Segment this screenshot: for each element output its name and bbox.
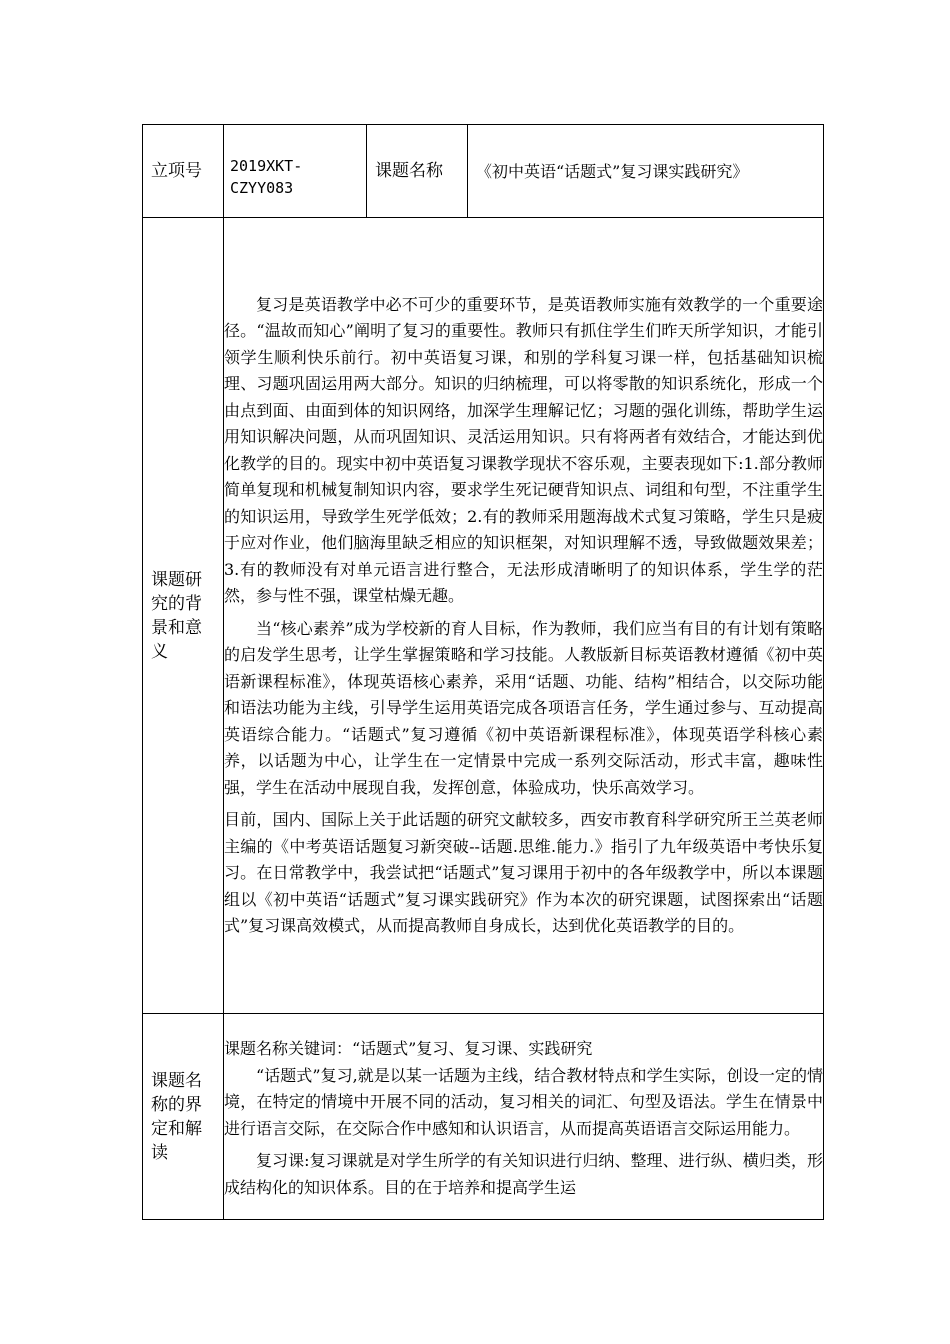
background-label-cell (143, 218, 224, 1014)
definition-label: 课题名称的界定和解读 (151, 1070, 202, 1163)
topic-name-value: 《初中英语“话题式”复习课实践研究》 (476, 161, 749, 181)
definition-label-cell (143, 1014, 224, 1220)
definition-paragraph-2: 复习课:复习课就是对学生所学的有关知识进行归纳、整理、进行纵、横归类，形成结构化的知识体系。目的在于培养和提高学生运 (224, 1151, 823, 1197)
definition-content-cell (224, 1014, 824, 1220)
background-content-cell (224, 218, 824, 1014)
definition-row (143, 1014, 824, 1220)
definition-paragraph-1: “话题式”复习,就是以某一话题为主线，结合教材特点和学生实际，创设一定的情境，在特定的情境中开展不同的活动，复习相关的词汇、句型及语法。学生在情景中进行语言交际，在交际合作中感知和认识语言，从而提高英语语言交际运用能力。 (224, 1065, 823, 1138)
background-paragraph-2: 当“核心素养”成为学校新的育人目标，作为教师，我们应当有目的有计划有策略的启发学生思考，让学生掌握策略和学习技能。人教版新目标英语教材遵循《初中英语新课程标准》，体现英语核心素养，采用“话题、功能、结构”相结合，以交际功能和语法功能为主线，引导学生运用英语完成各项语言任务，学生通过参与、互动提高英语综合能力。“话题式”复习遵循《初中英语新课程标准》，体现英语学科核心素养，以话题为中心，让学生在一定情景中完成一系列交际活动，形式丰富，趣味性强，学生在活动中展现自我，发挥创意，体验成功，快乐高效学习。 (224, 618, 823, 797)
topic-name-label: 课题名称 (375, 161, 443, 181)
project-no-value-cell (224, 125, 367, 218)
topic-name-value-cell (468, 125, 824, 218)
background-row (143, 218, 824, 1014)
header-row (143, 125, 824, 218)
project-no-value: 2019XKT-CZYY083 (230, 157, 303, 197)
background-paragraph-3: 目前，国内、国际上关于此话题的研究文献较多，西安市教育科学研究所王兰英老师主编的《中考英语话题复习新突破--话题.思维.能力.》指引了九年级英语中考快乐复习。在日常教学中，我尝试把“话题式”复习课用于初中的各年级教学中，所以本课题组以《初中英语“话题式”复习课实践研究》作为本次的研究课题，试图探索出“话题式”复习课高效模式，从而提高教师自身成长，达到优化英语教学的目的。 (224, 810, 823, 935)
topic-name-label-cell (367, 125, 468, 218)
project-form-table (142, 124, 824, 1220)
project-no-label-cell (143, 125, 224, 218)
definition-keywords: 课题名称关键词：“话题式”复习、复习课、实践研究 (224, 1039, 593, 1058)
project-no-label: 立项号 (151, 161, 202, 181)
background-label: 课题研究的背景和意义 (151, 569, 202, 662)
background-paragraph-1: 复习是英语教学中必不可少的重要环节，是英语教师实施有效教学的一个重要途径。“温故而知心”阐明了复习的重要性。教师只有抓住学生们昨天所学知识，才能引领学生顺利快乐前行。初中英语复习课，和别的学科复习课一样，包括基础知识梳理、习题巩固运用两大部分。知识的归纳梳理，可以将零散的知识系统化，形成一个由点到面、由面到体的知识网络，加深学生理解记忆；习题的强化训练，帮助学生运用知识解决问题，从而巩固知识、灵活运用知识。只有将两者有效结合，才能达到优化教学的目的。现实中初中英语复习课教学现状不容乐观，主要表现如下:1.部分教师简单复现和机械复制知识内容，要求学生死记硬背知识点、词组和句型，不注重学生的知识运用，导致学生死学低效；2.有的教师采用题海战术式复习策略，学生只是疲于应对作业，他们脑海里缺乏相应的知识框架，对知识理解不透，导致做题效果差；3.有的教师没有对单元语言进行整合，无法形成清晰明了的知识体系，学生学的茫然，参与性不强，课堂枯燥无趣。 (224, 294, 823, 605)
